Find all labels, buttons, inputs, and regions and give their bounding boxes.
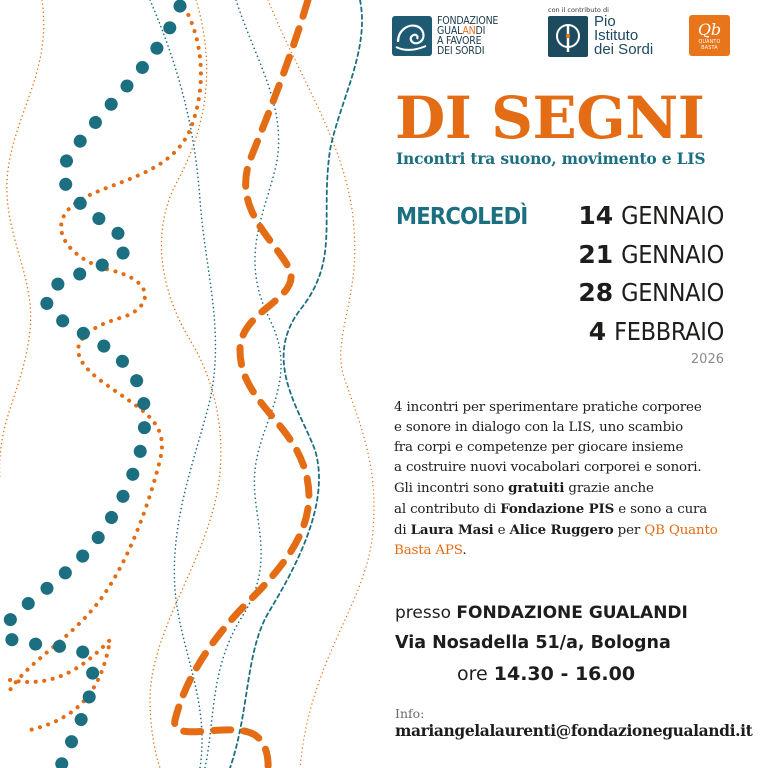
description-line: Basta APS. <box>394 543 467 558</box>
description-line: fra corpi e competenze per giocare insieme <box>394 440 684 455</box>
pis-monogram-icon <box>548 16 588 57</box>
event-subtitle: Incontri tra suono, movimento e LIS <box>396 149 706 168</box>
pio-istituto-logo <box>548 15 653 57</box>
date-item: 21 GENNAIO <box>578 239 724 269</box>
venue-line: presso FONDAZIONE GUALANDI <box>395 603 688 623</box>
fondazione-gualandi-logo <box>392 14 520 58</box>
year-label: 2026 <box>690 352 724 367</box>
event-hours: ore 14.30 - 16.00 <box>457 663 636 685</box>
date-item: 14 GENNAIO <box>578 201 724 230</box>
qb-line2: BASTA <box>701 46 718 51</box>
info-email: mariangelalaurenti@fondazionegualandi.it <box>395 721 753 740</box>
info-label: Info: <box>395 706 425 721</box>
medium-orange-dotted-line <box>10 640 110 730</box>
thin-orange-dotted-line <box>0 0 44 480</box>
big-teal-dotted-line <box>5 6 180 768</box>
description-line: al contributo di Fondazione PIS e sono a cura <box>394 501 708 517</box>
date-item: 28 GENNAIO <box>578 278 724 307</box>
contribution-note: con il contributo di <box>548 6 609 14</box>
qb-monogram-icon: Qb <box>697 20 722 39</box>
qb-line1: QUANTO <box>698 40 721 45</box>
venue-address: Via Nosadella 51/a, Bologna <box>395 633 671 653</box>
qb-quanto-basta-logo <box>689 15 730 56</box>
description-line: Gli incontri sono gratuiti grazie anche <box>394 480 654 496</box>
description-line: di Laura Masi e Alice Ruggero per QB Quanto <box>394 522 718 538</box>
pio-line3: dei Sordi <box>594 41 654 58</box>
gualandi-line3: A FAVORE <box>437 35 482 47</box>
date-list <box>578 199 724 353</box>
event-description <box>394 398 764 561</box>
gualandi-line2: GUALANDI <box>437 25 486 37</box>
spiral-wave-icon <box>392 16 432 56</box>
gualandi-line4: DEI SORDI <box>437 45 485 57</box>
pio-line2: Istituto <box>594 27 639 44</box>
date-item: 4 FEBBRAIO <box>588 316 724 346</box>
description-line: e sonore in dialogo con la LIS, uno scambio <box>394 420 684 435</box>
thin-orange-dotted-line <box>150 0 221 768</box>
description-line: a costruire nuovi vocabolari corporei e sonori. <box>394 460 702 475</box>
weekday-label: MERCOLEDÌ <box>396 202 528 230</box>
gualandi-line1: FONDAZIONE <box>437 15 499 27</box>
thin-orange-dotted-line <box>268 0 374 768</box>
pio-line1: Pio <box>594 13 616 30</box>
description-line: 4 incontri per sperimentare pratiche corporee <box>394 400 702 415</box>
event-title: DI SEGNI <box>395 84 705 152</box>
